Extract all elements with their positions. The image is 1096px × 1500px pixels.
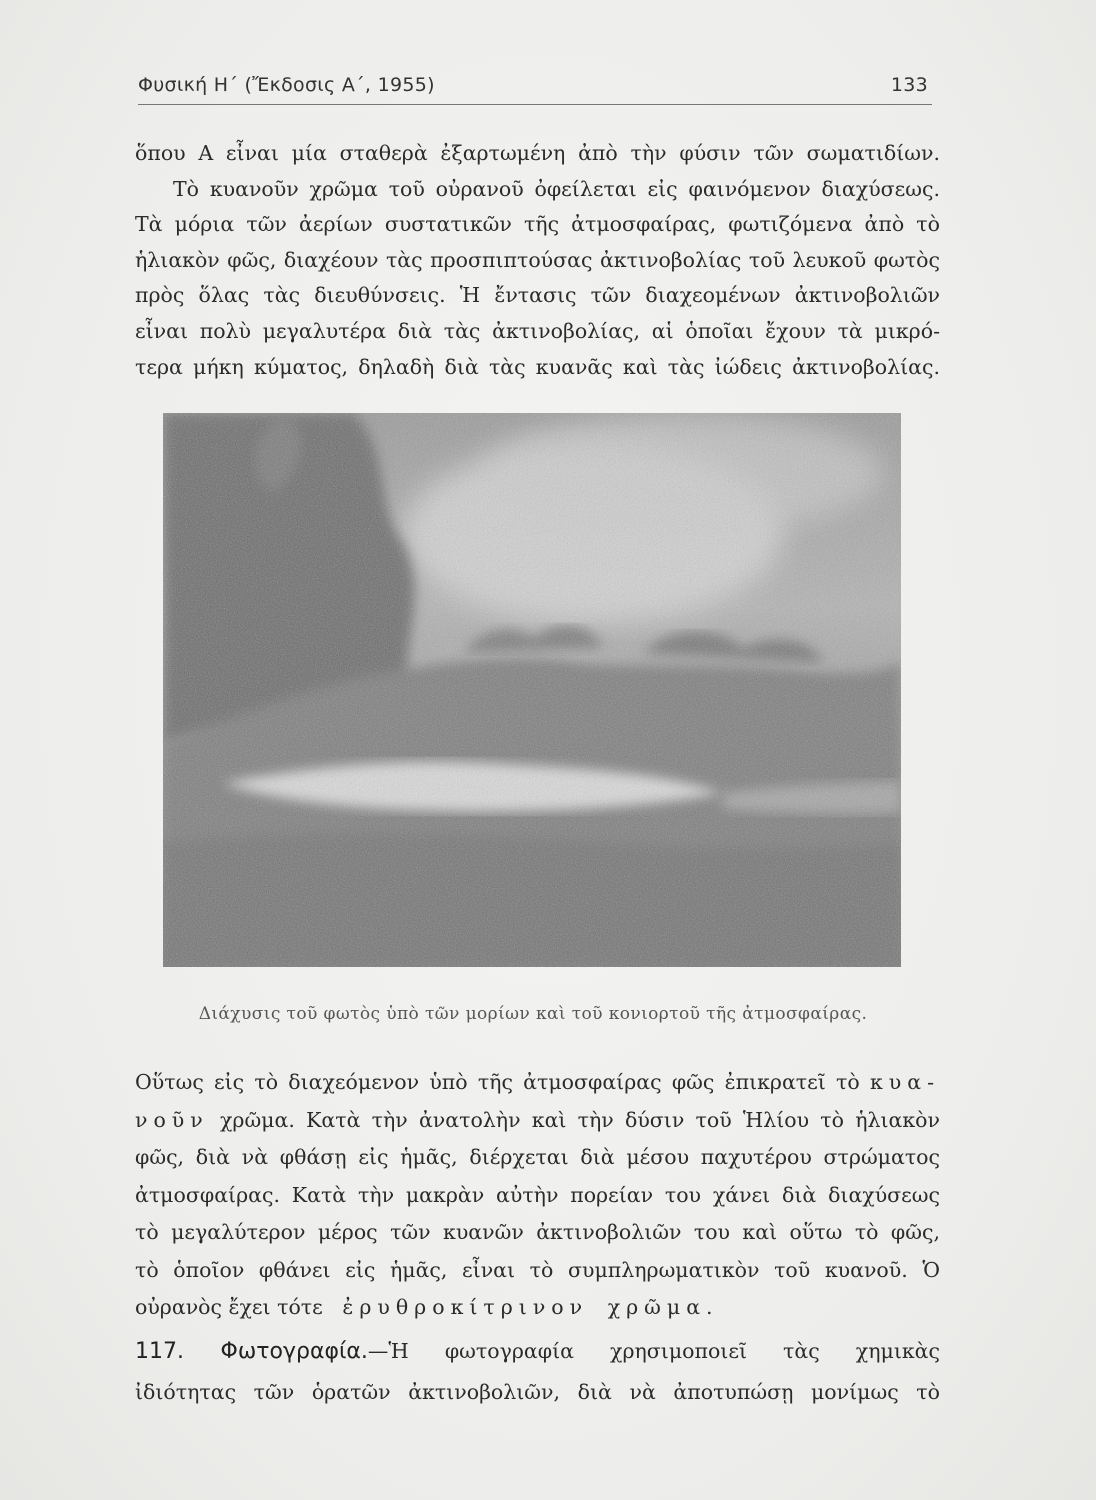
text-line: ἰδιότητας τῶν ὁρατῶν ἀκτινοβολιῶν, διὰ νὰ ἀποτυπώσῃ μονίμως τὸ <box>135 1380 940 1404</box>
text-line: ὅπου Α εἶναι μία σταθερὰ ἐξαρτωμένη ἀπὸ τὴν φύσιν τῶν σωματιδίων. <box>135 141 940 165</box>
text-line <box>135 1289 940 1327</box>
text-segment: οὐρανὸς ἔχει τότε <box>135 1295 323 1319</box>
text-line: τερα μήκη κύματος, δηλαδὴ διὰ τὰς κυανᾶς καὶ τὰς ἰώδεις ἀκτινοβολίας. <box>135 354 940 379</box>
sky-clouds-photograph <box>163 413 901 967</box>
emphasis-spaced: χρῶμα. <box>607 1295 719 1319</box>
text-line: φῶς, διὰ νὰ φθάσῃ εἰς ἡμᾶς, διέρχεται διὰ μέσου παχυτέρου στρώματος <box>135 1145 940 1169</box>
emphasis-spaced: κυα- <box>869 1070 940 1094</box>
text-line <box>135 1331 940 1372</box>
running-head-title: Φυσική Η΄ (Ἔκδοσις Α΄, 1955) <box>138 74 435 96</box>
text-line: Τὸ κυανοῦν χρῶμα τοῦ οὐρανοῦ ὀφείλεται εἰς φαινόμενον διαχύσεως. <box>173 176 940 201</box>
text-line: τὸ μεγαλύτερον μέρος τῶν κυανῶν ἀκτινοβολιῶν του καὶ οὕτω τὸ φῶς, <box>135 1220 940 1244</box>
paragraph-sunset <box>135 1064 940 1327</box>
running-head <box>138 74 938 104</box>
text-line: ἡλιακὸν φῶς, διαχέουν τὰς προσπιπτούσας ἀκτινοβολίας τοῦ λευκοῦ φωτὸς <box>135 247 940 272</box>
text-line: τὸ ὁποῖον φθάνει εἰς ἡμᾶς, εἶναι τὸ συμπληρωματικὸν τοῦ κυανοῦ. Ὁ <box>135 1257 940 1282</box>
text-line: πρὸς ὅλας τὰς διευθύνσεις. Ἡ ἔντασις τῶν διαχεομένων ἀκτινοβολιῶν <box>135 283 940 308</box>
paragraph-blue-sky <box>135 136 940 385</box>
photo-illustration <box>163 413 901 967</box>
text-line <box>135 1102 940 1140</box>
emphasis-spaced: νοῦν <box>135 1107 209 1132</box>
text-line <box>135 1064 940 1102</box>
figure-caption: Διάχυσις τοῦ φωτὸς ὑπὸ τῶν μορίων καὶ τοῦ κονιορτοῦ τῆς ἀτμοσφαίρας. <box>198 1004 868 1024</box>
text-line: ἀτμοσφαίρας. Κατὰ τὴν μακρὰν αὐτὴν πορείαν του χάνει διὰ διαχύσεως <box>135 1182 940 1207</box>
text-line: εἶναι πολὺ μεγαλυτέρα διὰ τὰς ἀκτινοβολίας, αἱ ὁποῖαι ἔχουν τὰ μικρό- <box>135 318 940 343</box>
text-segment: Οὕτως εἰς τὸ διαχεόμενον ὑπὸ τῆς ἀτμοσφαίρας φῶς ἐπικρατεῖ τὸ <box>135 1070 860 1094</box>
header-rule <box>138 104 932 105</box>
section-heading: 117. Φωτογραφία. <box>135 1339 368 1364</box>
text-segment: χρῶμα. Κατὰ τὴν ἀνατολὴν καὶ τὴν δύσιν τοῦ Ἡλίου τὸ ἡλιακὸν <box>219 1107 940 1132</box>
section-117 <box>135 1331 940 1412</box>
text-segment: —Ἡ φωτογραφία χρησιμοποιεῖ τὰς χημικὰς <box>367 1339 940 1363</box>
page-number: 133 <box>890 74 928 96</box>
text-line: Τὰ μόρια τῶν ἀερίων συστατικῶν τῆς ἀτμοσφαίρας, φωτιζόμενα ἀπὸ τὸ <box>135 212 940 237</box>
emphasis-spaced: ἐρυθροκίτρινον <box>342 1295 589 1319</box>
